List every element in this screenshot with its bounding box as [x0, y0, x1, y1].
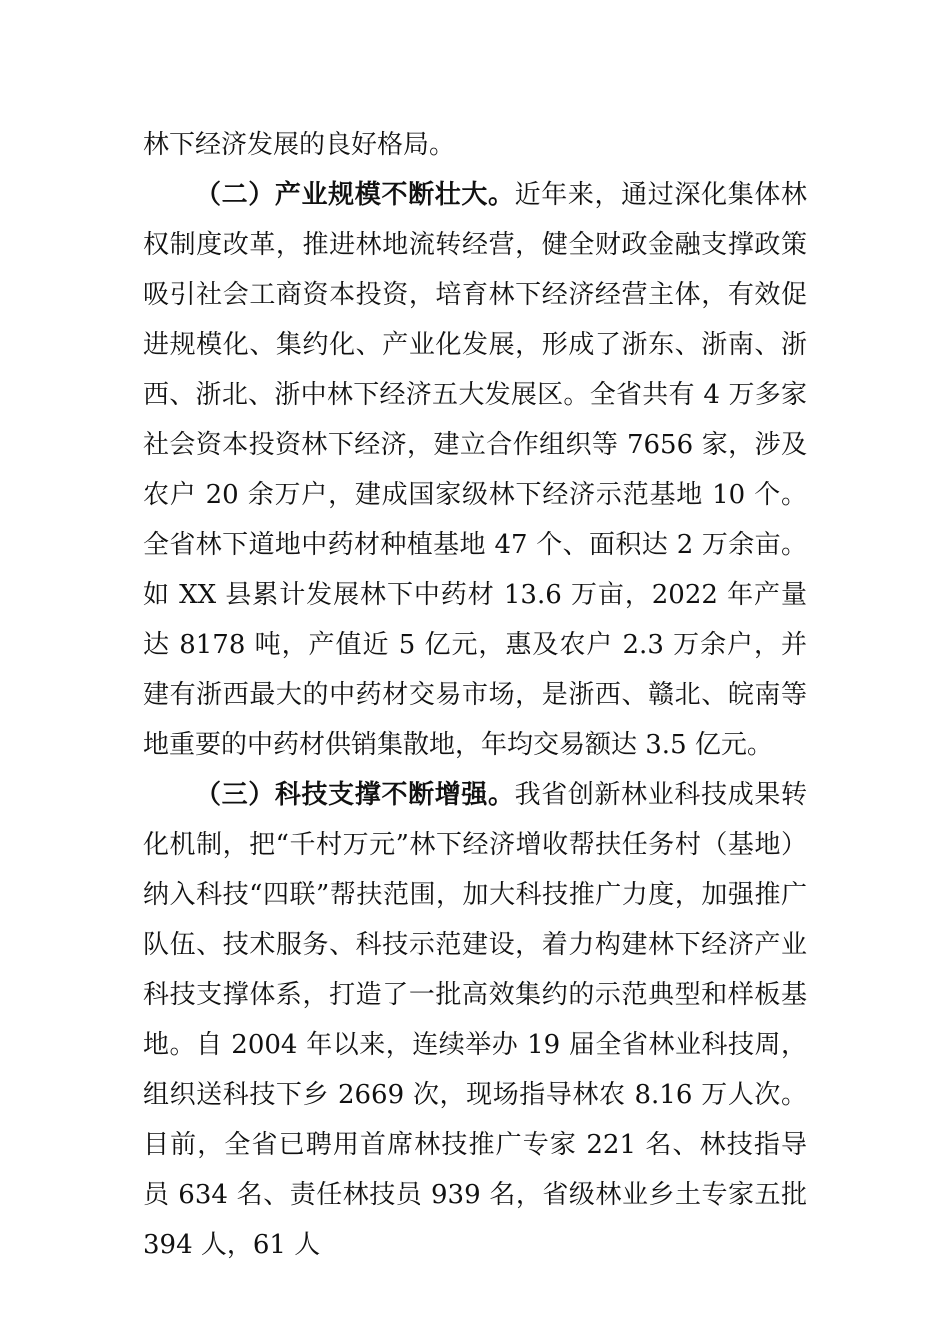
paragraph-body: 近年来，通过深化集体林权制度改革，推进林地流转经营，健全财政金融支撑政策吸引社会工商资本投资，培育林下经济经营主体，有效促进规模化、集约化、产业化发展，形成了浙东、浙南、浙西、浙北、浙中林下经济五大发展区。全省共有 4 万多家社会资本投资林下经济，建立合作组织等 7656 家，涉及农户 20 余万户，建成国家级林下经济示范基地 10 个。全省林下道地中药材种植基地 47 个、面积达 2 万余亩。如 XX 县累计发展林下中药材 13.6 万亩，2022 年产量达 8178 吨，产值近 5 亿元，惠及农户 2.3 万余户，并建有浙西最大的中药材交易市场，是浙西、赣北、皖南等地重要的中药材供销集散地，年均交易额达 3.5 亿元。: [143, 180, 807, 760]
paragraph-tech-support: [143, 770, 807, 1270]
paragraph-body: 我省创新林业科技成果转化机制，把“千村万元”林下经济增收帮扶任务村（基地）纳入科技“四联”帮扶范围，加大科技推广力度，加强推广队伍、技术服务、科技示范建设，着力构建林下经济产业科技支撑体系，打造了一批高效集约的示范典型和样板基地。自 2004 年以来，连续举办 19 届全省林业科技周，组织送科技下乡 2669 次，现场指导林农 8.16 万人次。目前，全省已聘用首席林技推广专家 221 名、林技指导员 634 名、责任林技员 939 名，省级林业乡土专家五批 394 人，61 人: [143, 780, 807, 1260]
section-heading-industry-scale: （二）产业规模不断壮大。: [195, 180, 515, 210]
paragraph-body: 林下经济发展的良好格局。: [143, 130, 456, 160]
section-heading-tech-support: （三）科技支撑不断增强。: [195, 780, 515, 810]
document-page: [143, 120, 807, 1270]
paragraph-continuation: [143, 120, 807, 170]
paragraph-industry-scale: [143, 170, 807, 770]
